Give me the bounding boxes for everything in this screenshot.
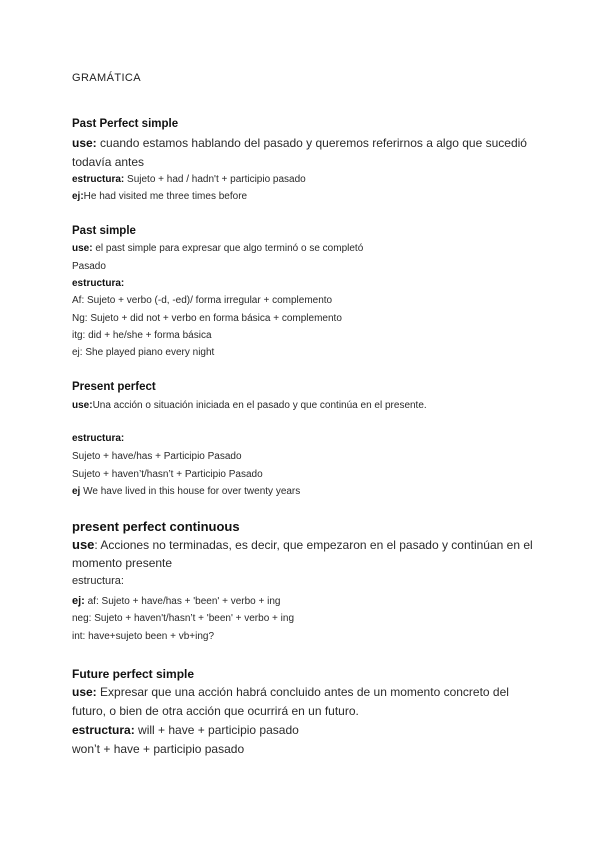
example-text: He had visited me three times before <box>83 191 248 202</box>
ppc-use-cont: momento presente <box>72 556 173 570</box>
present-perfect-structure-label: estructura: <box>72 433 125 444</box>
example-label: ej <box>72 486 81 497</box>
use-label: use: <box>72 243 93 254</box>
ppc-structure-label: estructura: <box>72 575 124 587</box>
ppc-line-int: int: have+sujeto been + vb+ing? <box>72 631 215 642</box>
use-text: Expresar que una acción habrá concluido antes de un momento concreto del <box>96 685 509 699</box>
use-label: use: <box>72 136 97 150</box>
past-perfect-example <box>72 191 247 202</box>
present-perfect-line-2: Sujeto + haven’t/hasn’t + Participio Pasado <box>72 469 263 480</box>
section-heading-present-perfect-continuous: present perfect continuous <box>72 519 240 534</box>
section-heading-past-simple: Past simple <box>72 225 136 237</box>
present-perfect-use <box>72 400 427 411</box>
use-text: el past simple para expresar que algo terminó o se completó <box>92 243 364 254</box>
example-label: ej: <box>72 595 85 607</box>
use-label: use <box>72 537 95 552</box>
page-title: GRAMÁTICA <box>72 72 141 84</box>
section-heading-present-perfect: Present perfect <box>72 381 156 393</box>
future-perfect-structure <box>72 723 299 737</box>
section-heading-past-perfect: Past Perfect simple <box>72 118 179 130</box>
structure-text: will + have + participio pasado <box>134 723 299 737</box>
past-simple-line-af: Af: Sujeto + verbo (-d, -ed)/ forma irregular + complemento <box>72 295 333 306</box>
ppc-line-neg: neg: Sujeto + haven't/hasn’t + 'been' + verbo + ing <box>72 613 295 624</box>
use-label: use: <box>72 400 93 411</box>
present-perfect-example <box>72 486 300 497</box>
past-perfect-structure <box>72 174 306 185</box>
use-label: use: <box>72 685 97 699</box>
future-perfect-use-cont: futuro, o bien de otra acción que ocurrirá en un futuro. <box>72 704 359 718</box>
structure-text: Sujeto + had / hadn't + participio pasado <box>124 174 306 185</box>
past-simple-structure-label: estructura: <box>72 278 125 289</box>
past-simple-use-cont: Pasado <box>72 261 106 272</box>
structure-label: estructura: <box>72 723 135 737</box>
future-perfect-line-neg: won’t + have + participio pasado <box>72 742 245 756</box>
structure-label: estructura: <box>72 174 125 185</box>
future-perfect-use <box>72 685 509 699</box>
present-perfect-line-1: Sujeto + have/has + Participio Pasado <box>72 451 242 462</box>
past-simple-line-itg: itg: did + he/she + forma básica <box>72 330 212 341</box>
past-perfect-use <box>72 136 527 150</box>
ppc-example <box>72 595 280 607</box>
example-text: We have lived in this house for over twenty years <box>80 486 301 497</box>
past-simple-use <box>72 243 363 254</box>
past-simple-line-ej: ej: She played piano every night <box>72 347 215 358</box>
past-perfect-use-cont: todavía antes <box>72 155 145 169</box>
use-text: cuando estamos hablando del pasado y queremos referirnos a algo que sucedió <box>96 136 527 150</box>
section-heading-future-perfect: Future perfect simple <box>72 667 195 681</box>
use-text: : Acciones no terminadas, es decir, que empezaron en el pasado y continúan en el <box>94 538 533 552</box>
ppc-use <box>72 537 533 552</box>
example-label: ej: <box>72 191 84 202</box>
example-text: af: Sujeto + have/has + 'been' + verbo + ing <box>84 596 281 607</box>
use-text: Una acción o situación iniciada en el pasado y que continúa en el presente. <box>92 400 427 411</box>
past-simple-line-ng: Ng: Sujeto + did not + verbo en forma básica + complemento <box>72 313 342 324</box>
